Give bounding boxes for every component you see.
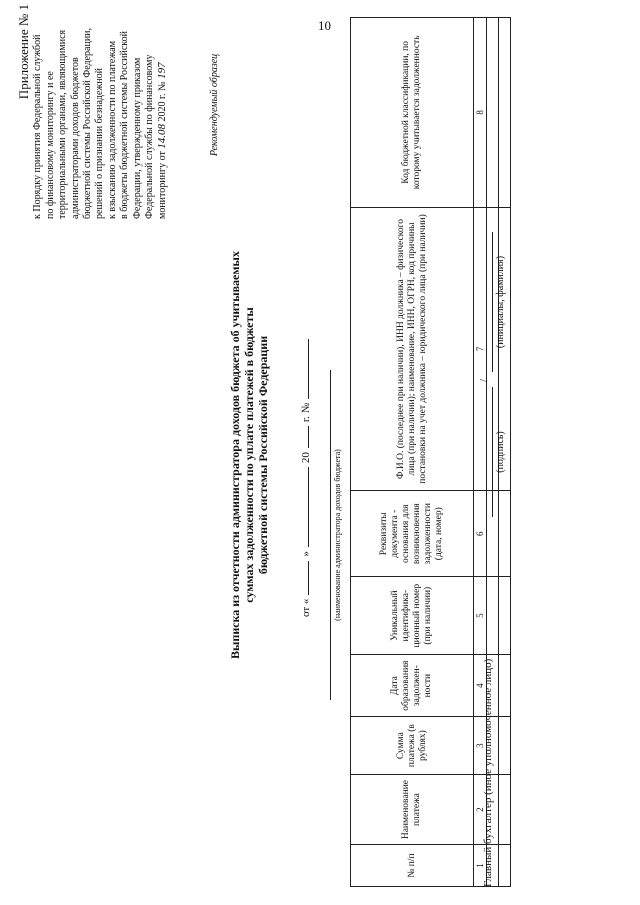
title-line: суммах задолженности по уплате платежей в бюджеты (242, 307, 256, 603)
year-blank (298, 426, 309, 448)
column-number: 8 (474, 18, 487, 208)
appendix-line: решений о признании безнадежной (94, 67, 106, 219)
day-blank (298, 561, 309, 595)
date-line (298, 277, 312, 617)
header-cell: Дата образования задолжен-ности (351, 655, 474, 717)
appendix-line: Федеральной службы по финансовому (144, 54, 156, 219)
appendix-line: Федерации, утвержденному приказом (131, 57, 143, 219)
page-number: 10 (318, 18, 331, 33)
date-quote-close: » (300, 551, 312, 557)
name-caption: (инициалы, фамилия) (495, 255, 506, 349)
appendix-line: бюджетной системы Российской Федерации, (82, 27, 94, 219)
title-line: бюджетной системы Российской Федерации (256, 335, 270, 575)
header-cell: Сумма платежа (в рублях) (351, 717, 474, 775)
appendix-line: по финансовому мониторингу и ее (44, 71, 56, 219)
document-title (228, 215, 270, 695)
appendix-title: Приложение № 1 (16, 4, 31, 100)
column-number: 4 (474, 655, 487, 717)
column-number: 5 (474, 577, 487, 655)
name-line (492, 232, 493, 372)
header-cell: Уникальный идентифика-ционный номер (при наличии) (351, 577, 474, 655)
column-number: 7 (474, 207, 487, 490)
appendix-year: 2020 г. № (157, 81, 169, 122)
handwritten-date: 14.08 (156, 123, 169, 149)
appendix-block (18, 4, 170, 219)
table-header-row (351, 18, 474, 887)
header-cell: № п/п (351, 845, 474, 887)
appendix-line: в бюджеты бюджетной системы Российской (119, 31, 131, 219)
admin-caption: (наименование администратора доходов бюджета) (330, 370, 342, 700)
column-number: 1 (474, 845, 487, 887)
appendix-last-line (156, 4, 169, 219)
sample-note: Рекомендуемый образец (209, 53, 220, 157)
header-cell: Реквизиты документа - основания для возникновения задолженности (дата, номер) (351, 491, 474, 577)
header-cell: Наименование платежа (351, 775, 474, 845)
date-year-suffix: г. № (300, 402, 312, 423)
signature-caption: (подпись) (495, 431, 506, 473)
header-cell: Код бюджетной классификации, по которому учитывается задолженность (351, 18, 474, 208)
handwritten-number: 197 (156, 62, 169, 79)
date-year-prefix: 20 (300, 452, 312, 464)
month-blank (298, 467, 309, 547)
title-line: Выписка из отчетности администратора доходов бюджета об учитываемых (228, 251, 242, 659)
header-cell: Ф.И.О. (последнее при наличии), ИНН должника – физического лица (при наличии); наименование, ИНН, ОГРН, код причины постановки на учет должника – юридического лица (при наличии) (351, 207, 474, 490)
appendix-line: территориальными органами, являющимися (57, 29, 69, 219)
date-from: от « (300, 598, 312, 617)
column-number: 2 (474, 775, 487, 845)
appendix-line: к взысканию задолженности по платежам (106, 40, 118, 219)
appendix-last-prefix: мониторингу от (157, 151, 169, 219)
column-number: 6 (474, 491, 487, 577)
appendix-line: администраторами доходов бюджетов (69, 57, 81, 219)
signature-block (478, 7, 542, 887)
signature-separator: / (478, 378, 490, 382)
signature-label: Главный бухгалтер (иное уполномоченное лицо) (482, 658, 494, 887)
appendix-line: к Порядку принятия Федеральной службой (32, 34, 44, 219)
number-blank (298, 339, 309, 399)
signature-line (492, 387, 493, 517)
column-number: 3 (474, 717, 487, 775)
